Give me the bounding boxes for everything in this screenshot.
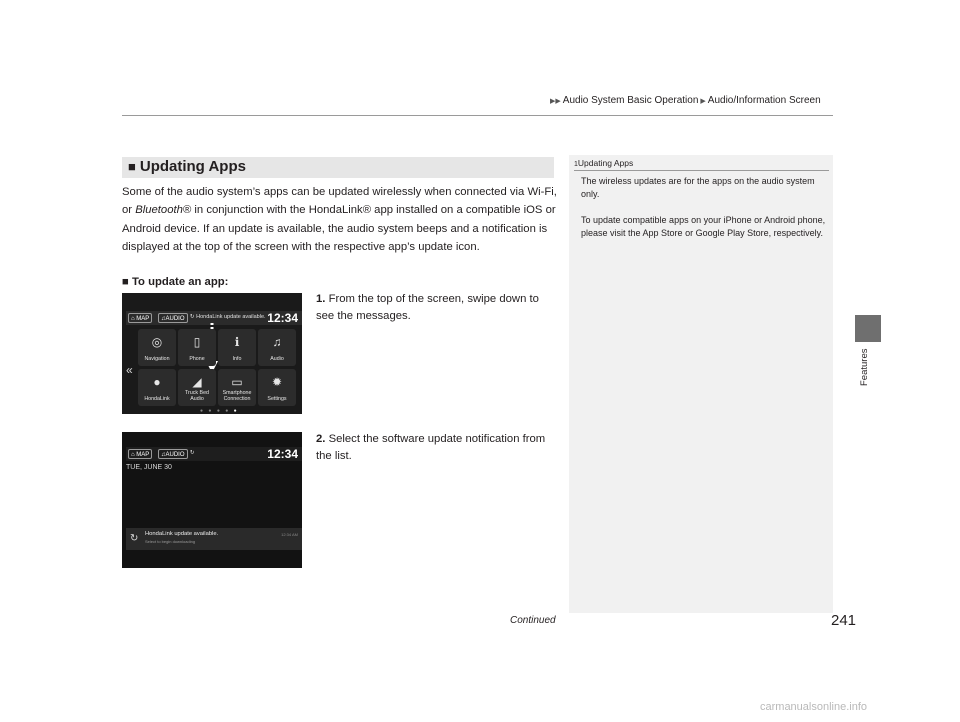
chapter-tab-marker (855, 315, 881, 342)
header-divider (122, 115, 833, 116)
map-button[interactable] (128, 313, 152, 323)
refresh-icon: ↻ (190, 314, 195, 320)
phone-icon: ▯ (193, 335, 201, 349)
watermark: carmanualsonline.info (760, 701, 868, 713)
audio-button[interactable] (158, 449, 188, 459)
tile-audio[interactable] (258, 329, 296, 366)
compass-icon: ◎ (151, 335, 163, 349)
step-text: From the top of the screen, swipe down to see the messages. (316, 293, 539, 322)
status-bar (126, 447, 302, 461)
info-icon: ℹ (234, 335, 240, 349)
chapter-tab-text: Features (859, 348, 870, 386)
intro-paragraph (122, 183, 558, 256)
audio-label: AUDIO (165, 316, 185, 322)
clock: 12:34 (267, 447, 298, 461)
hondalink-icon: ● (153, 375, 161, 389)
smartphone-icon: ▭ (231, 375, 243, 389)
tile-info[interactable] (218, 329, 256, 366)
notification-screen-illustration (122, 432, 302, 568)
step-number: 2. (316, 433, 326, 445)
breadcrumb (548, 95, 821, 106)
tile-truck-bed-audio[interactable] (178, 369, 216, 406)
map-label: MAP (136, 316, 150, 322)
tile-settings[interactable] (258, 369, 296, 406)
update-notification[interactable] (126, 528, 302, 550)
tile-label: Navigation (144, 356, 170, 362)
page-number: 241 (831, 612, 857, 629)
subheading-text: To update an app: (131, 276, 229, 288)
triangle-arrow-icon: ▶ (700, 98, 706, 105)
map-button[interactable] (128, 449, 152, 459)
intro-bluetooth: Bluetooth (135, 204, 183, 217)
refresh-icon: ↻ (190, 450, 195, 456)
section-title-text: Updating Apps (139, 158, 246, 175)
map-label: MAP (136, 452, 150, 458)
gear-icon: ✹ (271, 375, 283, 389)
sidebar-paragraph: To update compatible apps on your iPhone or Android phone, please visit the App Store or Google Play Store, respectively. (581, 215, 826, 238)
step-1 (316, 291, 556, 325)
sidebar-paragraph: The wireless updates are for the apps on the audio system only. (581, 176, 815, 199)
tile-label: Settings (267, 396, 287, 402)
tile-label: Phone (189, 356, 205, 362)
sidebar-heading (574, 158, 633, 168)
page-indicator-dots: ● ● ● ● ● (200, 408, 239, 414)
triangle-arrow-icon: ▶▶ (550, 98, 561, 105)
audio-label: AUDIO (165, 452, 185, 458)
step-number: 1. (316, 293, 326, 305)
clock: 12:34 (267, 311, 298, 325)
home-icon: ⌂ (131, 452, 135, 458)
tile-label: Info (232, 356, 242, 362)
music-note-icon: ♫ (161, 316, 166, 322)
update-message[interactable] (190, 314, 266, 320)
step-2 (316, 431, 556, 465)
notification-time: 12:34 AM (281, 532, 298, 537)
continued-label: Continued (510, 615, 556, 626)
music-note-icon: ♫ (161, 452, 166, 458)
tile-hondalink[interactable] (138, 369, 176, 406)
home-screen-illustration (122, 293, 302, 414)
tile-label: Audio (270, 356, 284, 362)
truck-bed-icon: ◢ (192, 375, 202, 389)
tile-phone[interactable] (178, 329, 216, 366)
home-icon: ⌂ (131, 316, 135, 322)
tile-label: Smartphone Connection (222, 390, 252, 402)
step-text: Select the software update notification from the list. (316, 433, 546, 462)
tile-smartphone-connection[interactable] (218, 369, 256, 406)
chevron-left-icon[interactable]: « (126, 363, 133, 377)
square-bullet-icon: ■ (128, 159, 136, 174)
breadcrumb-item: Audio/Information Screen (707, 95, 821, 106)
music-note-icon: ♫ (272, 335, 282, 349)
intro-text: Some of the audio system’s apps can be updated wirelessly when connected via Wi-Fi, or (122, 186, 557, 217)
section-title (128, 158, 246, 175)
notification-subtitle: Select to begin downloading (145, 539, 196, 544)
subheading (122, 276, 228, 288)
tile-navigation[interactable] (138, 329, 176, 366)
notification-title: HondaLink update available. (145, 531, 219, 537)
tile-label: HondaLink (144, 396, 170, 402)
chapter-tab-label (852, 343, 882, 393)
note-marker-icon: 1 (574, 161, 578, 168)
breadcrumb-item: Audio System Basic Operation (562, 95, 699, 106)
update-message-text: HondaLink update available. (196, 314, 266, 320)
tile-label: Truck Bed Audio (185, 390, 209, 402)
audio-button[interactable] (158, 313, 188, 323)
refresh-icon: ↻ (130, 533, 139, 544)
sidebar-divider (574, 170, 829, 171)
sidebar-heading-text: Updating Apps (577, 158, 634, 168)
date-label: TUE, JUNE 30 (126, 464, 172, 471)
intro-text: ® in conjunction with the HondaLink® app installed on a compatible iOS or Android device. If an update is available, the audio system beeps and a notification is displayed at the top of the screen with the respective app’s update icon. (122, 204, 556, 253)
square-bullet-icon: ■ (122, 276, 129, 288)
